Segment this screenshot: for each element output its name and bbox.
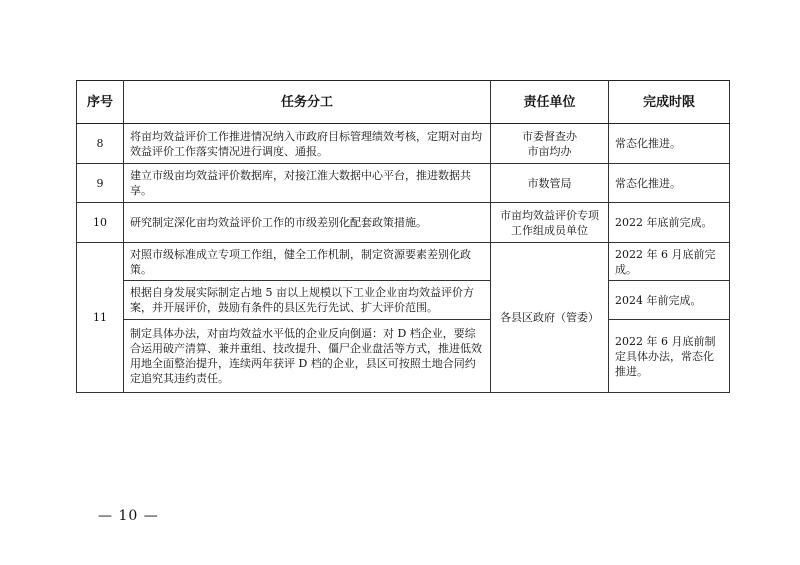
unit-line: 市委督查办 xyxy=(522,129,577,143)
header-row xyxy=(77,81,730,124)
page-number: — 10 — xyxy=(98,508,159,524)
row-unit: 各县区政府（管委） xyxy=(491,243,609,393)
row-task: 对照市级标准成立专项工作组，健全工作机制，制定资源要素差别化政策。 xyxy=(124,243,491,281)
row-time: 常态化推进。 xyxy=(609,164,730,203)
unit-line: 市亩均效益评价专项 xyxy=(500,208,599,222)
header-num: 序号 xyxy=(77,81,124,124)
row-num: 10 xyxy=(77,203,124,243)
row-unit xyxy=(491,203,609,243)
table-row xyxy=(77,203,730,243)
row-time: 2022 年底前完成。 xyxy=(609,203,730,243)
table-row xyxy=(77,124,730,164)
header-time: 完成时限 xyxy=(609,81,730,124)
row-task: 制定具体办法，对亩均效益水平低的企业反向倒逼：对 D 档企业，要综合运用破产清算、兼并重组、技改提升、僵尸企业盘活等方式，推进低效用地全面整治提升，连续两年获评 D 档的企业，县区可按照土地合同约定追究其违约责任。 xyxy=(124,320,491,393)
row-num: 9 xyxy=(77,164,124,203)
unit-line: 工作组成员单位 xyxy=(511,223,588,237)
row-task: 研究制定深化亩均效益评价工作的市级差别化配套政策措施。 xyxy=(124,203,491,243)
row-unit xyxy=(491,164,609,203)
header-task: 任务分工 xyxy=(124,81,491,124)
task-table xyxy=(76,80,730,393)
row-time: 常态化推进。 xyxy=(609,124,730,164)
table-row xyxy=(77,281,730,320)
table-row xyxy=(77,320,730,393)
row-task: 建立市级亩均效益评价数据库，对接江淮大数据中心平台，推进数据共享。 xyxy=(124,164,491,203)
unit-line: 市数管局 xyxy=(527,176,572,190)
row-num: 8 xyxy=(77,124,124,164)
row-time: 2022 年 6 月底前制定具体办法，常态化推进。 xyxy=(609,320,730,393)
row-time: 2024 年前完成。 xyxy=(609,281,730,320)
row-time: 2022 年 6 月底前完成。 xyxy=(609,243,730,281)
row-unit xyxy=(491,124,609,164)
header-unit: 责任单位 xyxy=(491,81,609,124)
row-num: 11 xyxy=(77,243,124,393)
table-row xyxy=(77,243,730,281)
row-task: 将亩均效益评价工作推进情况纳入市政府目标管理绩效考核，定期对亩均效益评价工作落实情况进行调度、通报。 xyxy=(124,124,491,164)
table-row xyxy=(77,164,730,203)
row-task: 根据自身发展实际制定占地 5 亩以上规模以下工业企业亩均效益评价方案，并开展评价，鼓励有条件的县区先行先试、扩大评价范围。 xyxy=(124,281,491,320)
unit-line: 市亩均办 xyxy=(527,144,572,158)
